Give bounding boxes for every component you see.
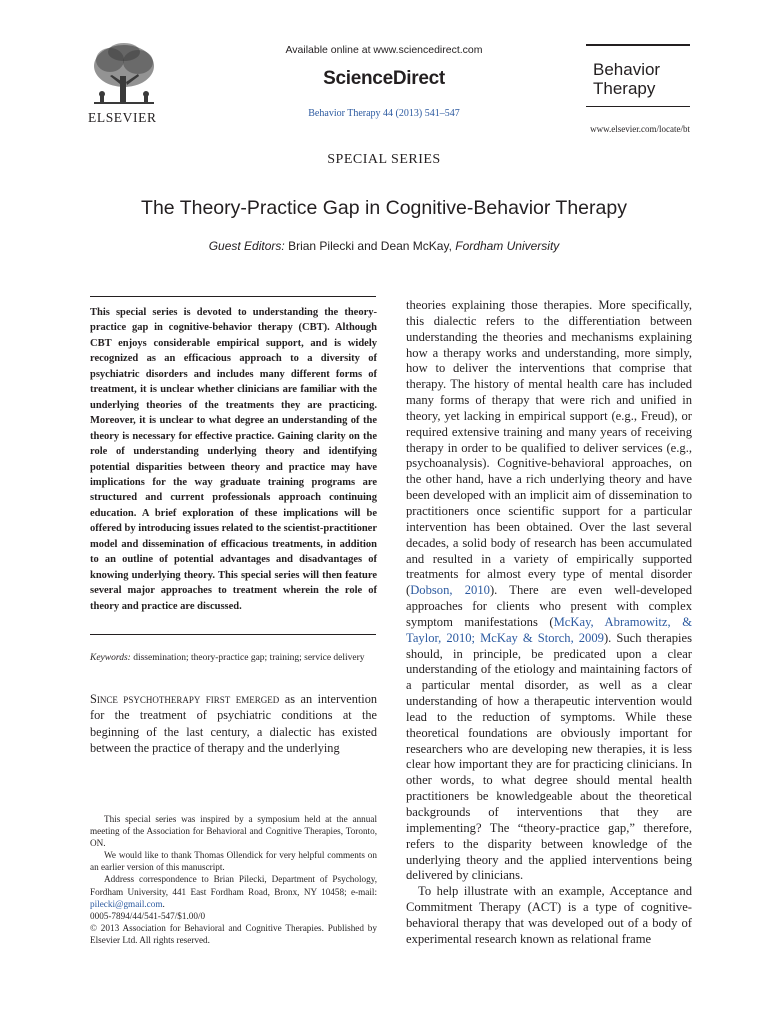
available-online-text: Available online at www.sciencedirect.com <box>285 44 483 56</box>
body-p1-part-a: theories explaining those therapies. More specifically, this dialectic refers to the differentiation between understanding the theories and mechanisms explaining how a therapy works and understanding, more simply, how to deliver the interventions that comprise that therapy. The history of mental health care has included many forms of therapy that were rich and unified in theory, yet lacking in empirical support (e.g., Freud), or required extensive training and many years of receiving therapy in order to be qualified to deliver services (e.g., psychoanalysis). Cognitive-behavioral approaches, on the other hand, have a rich underlying theory and have been developed with an implicit aim of dissemination to practitioners once scientific support for a particular intervention has been obtained. Over the last several decades, a solid body of research has been accumulated and resulted in a variety of empirically supported treatments for almost every type of mental disorder ( <box>406 298 692 598</box>
abstract-rule-bottom <box>90 634 376 635</box>
issn-line: 0005-7894/44/541-547/$1.00/0 <box>90 910 206 921</box>
intro-lead: Since psychotherapy first emerged <box>90 692 280 706</box>
publisher-name: ELSEVIER <box>88 110 157 125</box>
citation-mckay-link[interactable]: McKay, Abramowitz, & Taylor, 2010; McKay & Storch, 2009 <box>406 614 692 645</box>
abstract-rule-top <box>90 296 376 297</box>
editors-label: Guest Editors: <box>208 239 285 253</box>
journal-rule-bottom <box>586 106 690 107</box>
guest-editors-line <box>0 239 768 253</box>
correspondence-text: Address correspondence to Brian Pilecki, Department of Psychology, Fordham University, 441 East Fordham Road, Bronx, NY 10458; e-mail: <box>90 874 377 897</box>
body-paragraph-1 <box>406 298 692 884</box>
abstract-text: This special series is devoted to understanding the theory-practice gap in cognitive-behavior therapy (CBT). Although CBT enjoys considerable empirical support, and is widely recognized as an efficacious approach to a diversity of psychiatric disorders and includes many different forms of treatment, it is unclear whether clinicians are familiar with the underlying theories of the treatments they are practicing. Moreover, it is unclear to what degree an understanding of the theory is necessary for effective practice. Gaining clarity on the role of understanding underlying theory and identifying potential disparities between theory and practice may have implications for the way graduate training programs are structured and current professionals approach continuing education. A brief exploration of these implications will be offered by introducing issues related to the scientist-practitioner model and dissemination of efficacious treatments, in addition to an outline of potential advantages and disadvantages of knowing underlying theory. This special series will then feature several major approaches to treatment wherein the role of theory and practice are discussed. <box>90 307 377 612</box>
editors-names: Brian Pilecki and Dean McKay, <box>284 239 456 253</box>
keywords <box>90 652 377 665</box>
journal-rule-top <box>586 44 690 46</box>
copyright-line: © 2013 Association for Behavioral and Cognitive Therapies. Published by Elsevier Ltd. All rights reserved. <box>90 922 377 945</box>
body-text-right-column <box>406 298 692 948</box>
editors-affiliation: Fordham University <box>455 239 560 253</box>
body-p1-part-b: ). There are even well-developed approaches for clients who present with complex symptom manifestations ( <box>406 583 692 629</box>
body-paragraph-2: To help illustrate with an example, Acceptance and Commitment Therapy (ACT) is a type of cognitive-behavioral therapy that was developed out of a body of experimental research known as relational frame <box>406 884 692 946</box>
intro-paragraph <box>90 691 377 756</box>
sciencedirect-logo-text: ScienceDirect <box>323 68 445 89</box>
series-heading: SPECIAL SERIES <box>327 152 441 167</box>
keywords-label: Keywords: <box>90 653 131 663</box>
footnote-correspondence <box>90 873 377 909</box>
journal-title <box>593 60 660 98</box>
intro-text: as an intervention for the treatment of psychiatric conditions at the beginning of the last century, a dialectic has existed between the practice of therapy and the underlying <box>90 692 377 755</box>
journal-title-line2: Therapy <box>593 79 656 98</box>
footnote-acknowledgment: We would like to thank Thomas Ollendick for very helpful comments on an earlier version of this manuscript. <box>90 850 377 873</box>
footnote-symposium: This special series was inspired by a symposium held at the annual meeting of the Association for Behavioral and Cognitive Therapies, Toronto, ON. <box>90 814 377 849</box>
correspondence-end: . <box>162 898 165 909</box>
body-p1-part-c: ). Such therapies should, in principle, be predicated upon a clear understanding of the etiology and maintaining factors of a particular mental disorder, as well as a clear understanding of how a therapeutic intervention would lead to the reduction of symptoms. While these theoretical foundations are obviously important for researchers who are developing new therapies, it is less clear how important they are for practicing clinicians. In other words, to what degree should mental health practitioners be knowledgeable about the theoretical backgrounds of interventions that they are implementing? The “theory-practice gap,” therefore, refers to the disparity between knowledge of the underlying theory and the applied interventions being delivered by clinicians. <box>406 630 692 883</box>
journal-url-link[interactable]: www.elsevier.com/locate/bt <box>590 124 690 134</box>
journal-citation-link[interactable]: Behavior Therapy 44 (2013) 541–547 <box>308 108 460 119</box>
article-title: The Theory-Practice Gap in Cognitive-Behavior Therapy <box>141 197 627 219</box>
keywords-text: dissemination; theory-practice gap; training; service delivery <box>130 653 365 663</box>
footnotes <box>90 813 377 946</box>
journal-title-line1: Behavior <box>593 60 661 79</box>
email-link[interactable]: pilecki@gmail.com <box>90 898 163 909</box>
citation-dobson-link[interactable]: Dobson, 2010 <box>410 583 490 598</box>
